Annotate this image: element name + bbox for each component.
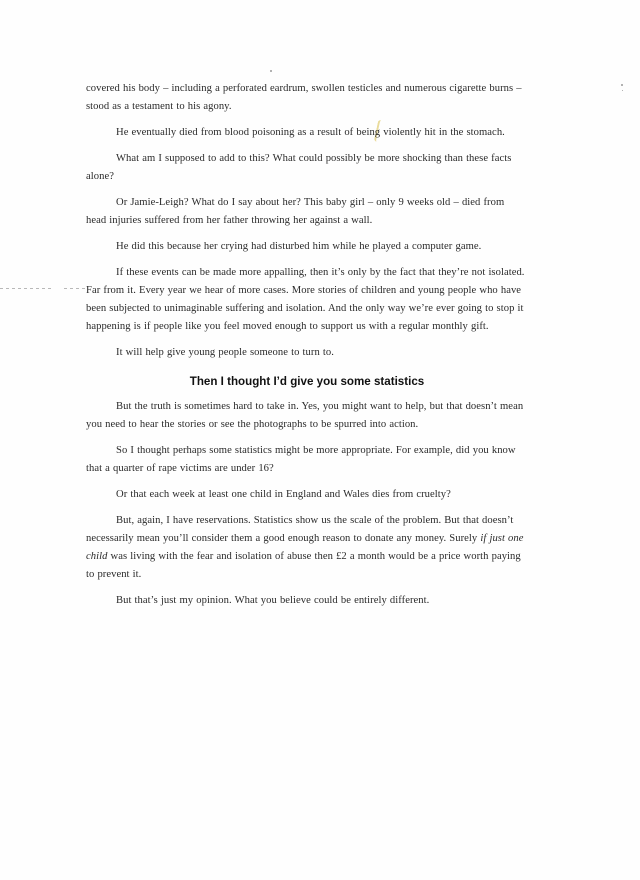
body-paragraph: He eventually died from blood poisoning as a result of being violently hit in the stomach. (116, 127, 505, 138)
section-heading: Then I thought I’d give you some statistics (189, 375, 425, 388)
scan-dash (64, 288, 86, 289)
body-paragraph: If these events can be made more appalling, then it’s only by the fact that they’re not isolated. Far from it. Every year we hear of more cases. More stories of children and young people who have been subjected to unimaginable suffering and isolation. And the only way we’re ever going to stop it happening is if people like you feel moved enough to support us with a regular monthly gift. (86, 267, 525, 332)
reservations-text-end: was living with the fear and isolation of abuse then £2 a month would be a price worth paying to prevent it. (86, 551, 521, 580)
letter-body (86, 80, 526, 618)
scan-speck (621, 84, 623, 86)
reservations-text: But, again, I have reservations. Statistics show us the scale of the problem. But that doesn’t necessarily mean you’ll consider them a good enough reason to donate any money. Surely (86, 515, 514, 544)
scan-speck (270, 70, 272, 72)
body-paragraph: He did this because her crying had disturbed him while he played a computer game. (116, 241, 482, 252)
reservations-emphasis: if just one child (86, 533, 524, 562)
body-paragraph: What am I supposed to add to this? What could possibly be more shocking than these facts alone? (86, 153, 512, 182)
body-paragraph: So I thought perhaps some statistics might be more appropriate. For example, did you know that a quarter of rape victims are under 16? (86, 445, 516, 474)
scan-speck (622, 90, 623, 91)
reservations-paragraph (86, 512, 526, 584)
scan-dash (0, 288, 52, 289)
body-paragraph: covered his body – including a perforated eardrum, swollen testicles and numerous cigarette burns – stood as a testament to his agony. (86, 83, 522, 112)
body-paragraph: Or that each week at least one child in England and Wales dies from cruelty? (116, 489, 451, 500)
body-paragraph: It will help give young people someone to turn to. (116, 347, 334, 358)
body-paragraph: But the truth is sometimes hard to take in. Yes, you might want to help, but that doesn’t mean you need to hear the stories or see the photographs to be spurred into action. (86, 401, 524, 430)
closing-paragraph: But that’s just my opinion. What you believe could be entirely different. (116, 595, 430, 606)
body-paragraph: Or Jamie-Leigh? What do I say about her? This baby girl – only 9 weeks old – died from head injuries suffered from her father throwing her against a wall. (86, 197, 505, 226)
